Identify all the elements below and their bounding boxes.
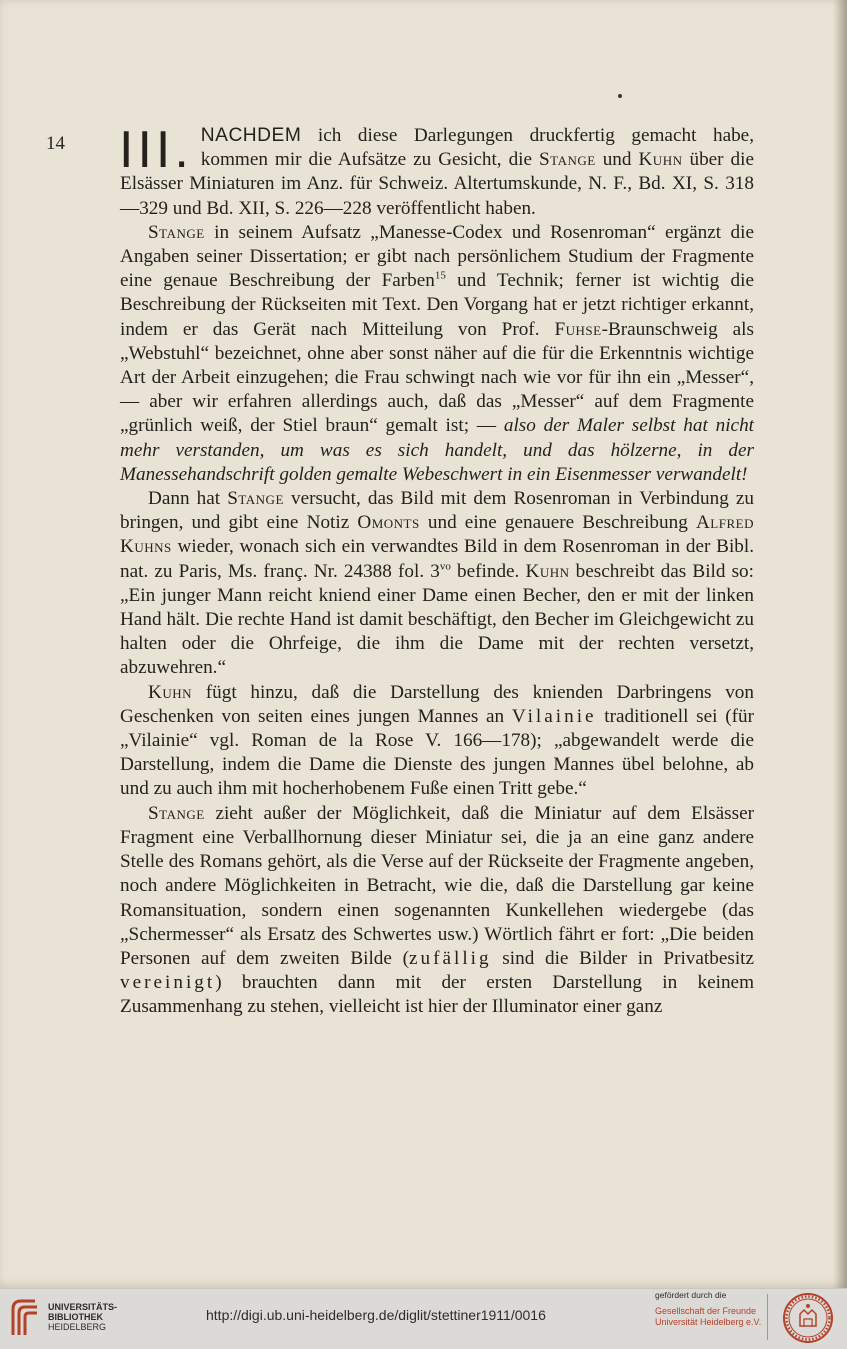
emphasis-text: also der Maler selbst hat nicht mehr verstanden, um was es sich handelt, und das hölzerne, in der Manessehandschrift golden gemalte Webeschwert in ein Eisenmesser verwandelt! (120, 415, 754, 485)
spaced-term: vereinigt (120, 972, 216, 994)
page-number: 14 (46, 133, 65, 154)
author-name: Stange (227, 488, 284, 510)
paragraph-4: Kuhn fügt hinzu, daß die Darstellung des knienden Darbringens von Geschenken von seiten eines jungen Mannes an Vilainie traditionell sei (für „Vilainie“ vgl. Roman de la Rose V. 166—178); „abgewandelt werde die Darstellung, indem die Dame die Dienste des jungen Mannes übel belohne, ab und zu auch ihm mit hocherhobenem Fuße einen Tritt gebe.“ (120, 681, 754, 800)
footnote-ref: 15 (434, 269, 446, 282)
paragraph-5: Stange zieht außer der Möglichkeit, daß die Miniatur auf dem Elsässer Fragment eine Verballhornung dieser Miniatur sei, die ja an eine ganz andere Stelle des Romans gehört, als die Verse auf der Rückseite der Fragmente angeben, noch andere Möglichkeiten in Betracht, wie die, daß die Darstellung gar keine Romansituation, sondern einen sogenannten Kunkellehen wiedergebe (das „Schermesser“ als Ersatz des Schwertes usw.) Wörtlich fährt er fort: „Die beiden Personen auf dem zweiten Bilde (zufällig sind die Bilder in Privatbesitz vereinigt) brauchten dann mit der ersten Darstellung in keinem Zusammenhang zu stehen, vielleicht ist hier der Illuminator einer ganz (120, 802, 754, 1018)
first-word: NACHDEM (200, 125, 302, 146)
ink-speck (618, 94, 622, 98)
library-logo-icon (9, 1295, 41, 1339)
paragraph-3: Dann hat Stange versucht, das Bild mit dem Rosenroman in Verbindung zu bringen, und gibt eine Notiz Omonts und eine genauere Beschreibung Alfred Kuhns wieder, wonach sich ein verwandtes Bild in dem Rosenroman in der Bibl. nat. zu Paris, Ms. franç. Nr. 24388 fol. $3^{vo}$ befinde. Kuhn beschreibt das Bild so: „Ein junger Mann reicht kniend einer Dame einen Becher, den er mit der linken Hand hält. Die rechte Hand ist damit beschäftigt, den Becher im Gleichgewicht zu halten oder die Ohrfeige, die ihm die Dame mit der rechten versetzt, abzuwehren.“ (120, 488, 754, 679)
author-name: Stange (539, 149, 596, 171)
spaced-term: zufällig (409, 947, 492, 969)
author-name: Kuhn (525, 560, 570, 582)
section-numeral-dropcap: III. (119, 121, 193, 179)
paragraph-1: III. NACHDEM ich diese Darlegungen druckfertig gemacht habe, kommen mir die Aufsätze zu Gesicht, die Stange und Kuhn über die Elsässer Miniaturen im Anz. für Schweiz. Altertumskunde, N. F., Bd. XI, S. 318—329 und Bd. XII, S. 226—228 veröffentlicht haben. (119, 121, 754, 219)
author-name: Fuhse (554, 318, 602, 340)
spaced-term: Vilainie (511, 705, 597, 727)
page-edge-shadow (833, 0, 847, 1288)
paragraph-2: Stange in seinem Aufsatz „Manesse-Codex und Rosenroman“ ergänzt die Angaben seiner Dissertation; er gibt nach persönlichem Studium der Fragmente eine genaue Beschreibung der Farben$^{15}$ und Technik; ferner ist wichtig die Beschreibung der Rückseiten mit Text. Den Vorgang hat er jetzt richtiger erkannt, indem er das Gerät nach Mitteilung von Prof. Fuhse-Braunschweig als „Webstuhl“ bezeichnet, ohne aber sonst näher auf die für die Erkenntnis wichtige Art der Arbeit einzugehen; die Frau schwingt nach wie vor für ihn ein „Messer“, — aber wir erfahren allerdings auch, daß das „Messer“ auf dem Fragmente „grünlich weiß, der Stiel braun“ gemalt ist; — also der Maler selbst hat nicht mehr verstanden, um was es sich handelt, und das hölzerne, in der Manessehandschrift golden gemalte Webeschwert in ein Eisenmesser verwandelt! (120, 221, 754, 485)
sponsor-divider (767, 1294, 768, 1340)
body-text (119, 121, 754, 1020)
library-logo-text: UNIVERSITÄTS- BIBLIOTHEK HEIDELBERG (48, 1302, 118, 1332)
folio-verso-sup: vo (439, 560, 451, 573)
author-name: Kuhn (148, 681, 193, 703)
author-name: Stange (148, 802, 205, 824)
author-name: Omonts (357, 512, 420, 534)
university-seal-icon (782, 1292, 834, 1344)
sponsor-label: gefördert durch die (655, 1290, 727, 1300)
author-name: Stange (148, 221, 205, 243)
permalink-url[interactable]: http://digi.ub.uni-heidelberg.de/diglit/stettiner1911/0016 (206, 1307, 546, 1323)
author-name: Kuhn (638, 149, 683, 171)
sponsor-name[interactable]: Gesellschaft der Freunde Universität Heidelberg e.V. (655, 1306, 762, 1327)
author-name: Alfred Kuhns (120, 512, 754, 558)
